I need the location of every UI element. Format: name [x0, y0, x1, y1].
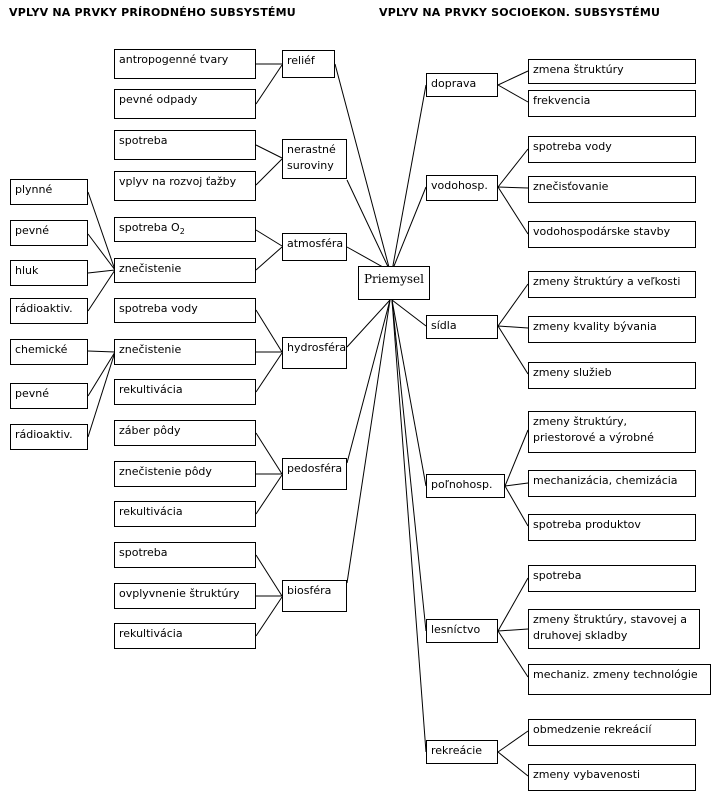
effect-spotreba-vody: spotreba vody	[114, 298, 256, 323]
effect-zmeny-sluzieb: zmeny služieb	[528, 362, 696, 389]
left-section-title: VPLYV NA PRVKY PRÍRODNÉHO SUBSYSTÉMU	[9, 6, 296, 19]
pollutant-plynne: plynné	[10, 179, 88, 205]
category-lesnictvo: lesníctvo	[426, 619, 498, 643]
pollutant-chemicke: chemické	[10, 339, 88, 365]
pollutant-pevne-atm: pevné	[10, 220, 88, 246]
effect-antropogenne-tvary: antropogenné tvary	[114, 49, 256, 79]
effect-mechaniz-technologie: mechaniz. zmeny technológie	[528, 664, 711, 695]
category-biosfera: biosféra	[282, 580, 347, 612]
center-node-priemysel: Priemysel	[358, 266, 430, 300]
category-vodohosp: vodohosp.	[426, 175, 498, 201]
pollutant-pevne-hydro: pevné	[10, 383, 88, 409]
effect-ovplyvnenie-struktury: ovplyvnenie štruktúry	[114, 583, 256, 609]
effect-obmedzenie-rekreacii: obmedzenie rekreácií	[528, 719, 696, 746]
pollutant-radioaktiv-hydro: rádioaktiv.	[10, 424, 88, 450]
effect-zmena-struktury: zmena štruktúry	[528, 59, 696, 84]
category-sidla: sídla	[426, 315, 498, 339]
category-nerastne-suroviny: nerastné suroviny	[282, 139, 347, 179]
category-rekreacie: rekreácie	[426, 740, 498, 764]
effect-vodohospodarske-stavby: vodohospodárske stavby	[528, 221, 696, 248]
o2-subscript: 2	[179, 227, 185, 237]
effect-znecistenie-atmosfery: znečistenie	[114, 258, 256, 283]
effect-spotreba-o2	[114, 217, 256, 242]
spotreba-o2-label: spotreba O	[119, 221, 180, 234]
pollutant-radioaktiv-atm: rádioaktiv.	[10, 298, 88, 324]
effect-spotreba-vody-right: spotreba vody	[528, 136, 696, 163]
effect-zmeny-kvality-byvania: zmeny kvality bývania	[528, 316, 696, 343]
effect-spotreba-nerastov: spotreba	[114, 130, 256, 160]
effect-znecistenie-pody: znečistenie pôdy	[114, 461, 256, 487]
effect-mechanizacia-chemizacia: mechanizácia, chemizácia	[528, 470, 696, 497]
right-section-title: VPLYV NA PRVKY SOCIOEKON. SUBSYSTÉMU	[379, 6, 661, 19]
category-polnohosp: poľnohosp.	[426, 474, 505, 498]
effect-znecistenie-hydrosfery: znečistenie	[114, 339, 256, 365]
effect-frekvencia: frekvencia	[528, 90, 696, 117]
effect-spotreba-produktov: spotreba produktov	[528, 514, 696, 541]
effect-zaber-pody: záber pôdy	[114, 420, 256, 446]
category-doprava: doprava	[426, 73, 498, 97]
category-relief: reliéf	[282, 50, 335, 78]
category-pedosfera: pedosféra	[282, 458, 347, 490]
effect-rekultivacia-hydrosfera: rekultivácia	[114, 379, 256, 405]
category-hydrosfera: hydrosféra	[282, 337, 347, 369]
effect-znecistovanie: znečisťovanie	[528, 176, 696, 203]
effect-pevne-odpady: pevné odpady	[114, 89, 256, 119]
effect-zmeny-struktury-stavovej: zmeny štruktúry, stavovej a druhovej skladby	[528, 609, 700, 649]
effect-rekultivacia-pedosfera: rekultivácia	[114, 501, 256, 527]
effect-rekultivacia-biosfera: rekultivácia	[114, 623, 256, 649]
effect-rozvoj-tazby: vplyv na rozvoj ťažby	[114, 171, 256, 201]
effect-spotreba-biosfera: spotreba	[114, 542, 256, 568]
effect-zmeny-vybavenosti: zmeny vybavenosti	[528, 764, 696, 791]
effect-zmeny-struktury-priestorove: zmeny štruktúry, priestorové a výrobné	[528, 411, 696, 453]
category-atmosfera: atmosféra	[282, 233, 347, 261]
pollutant-hluk: hluk	[10, 260, 88, 286]
effect-spotreba-lesnictvo: spotreba	[528, 565, 696, 592]
effect-zmeny-struktury-velkosti: zmeny štruktúry a veľkosti	[528, 271, 696, 298]
